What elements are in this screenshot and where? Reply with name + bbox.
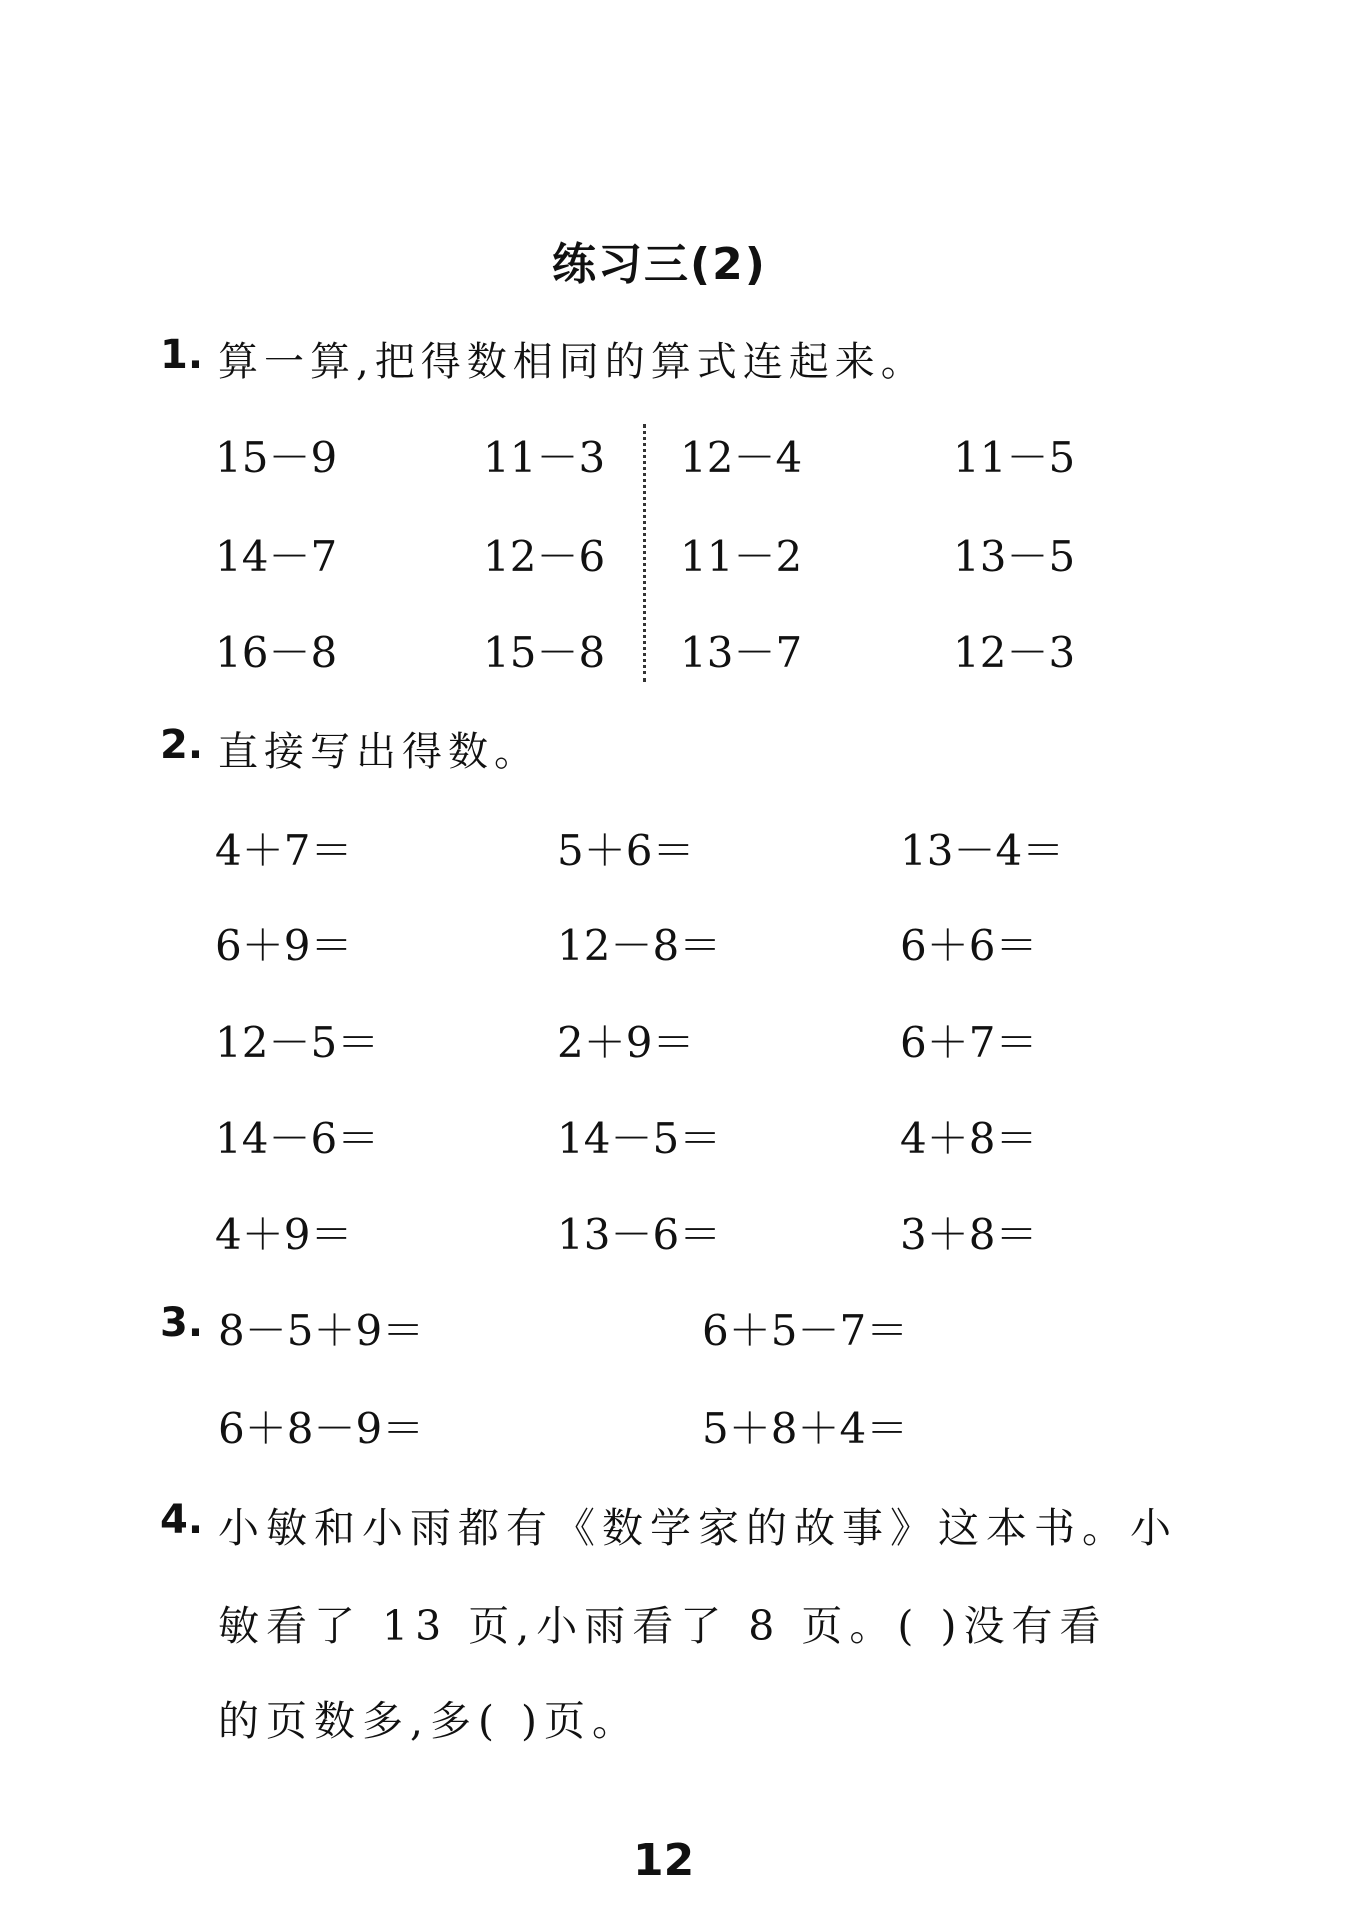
q1-expression: 12－6 <box>483 532 606 581</box>
q1-expression: 11－5 <box>953 433 1076 482</box>
page-number: 12 <box>633 1835 695 1886</box>
q1-expression: 13－7 <box>680 628 803 677</box>
q2-expression: 5＋6＝ <box>557 826 695 875</box>
question-1-text: 算一算,把得数相同的算式连起来。 <box>218 339 927 385</box>
question-4-line-2: 敏看了 13 页,小雨看了 8 页。( )没有看 <box>218 1602 1108 1650</box>
q1-expression: 12－3 <box>953 628 1076 677</box>
q3-expression: 8－5＋9＝ <box>218 1306 425 1355</box>
q1-expression: 15－9 <box>215 433 338 482</box>
question-4-line-3: 的页数多,多( )页。 <box>218 1697 641 1745</box>
question-4-number: 4. <box>160 1497 204 1543</box>
q1-expression: 11－3 <box>483 433 606 482</box>
q2-expression: 12－5＝ <box>215 1018 380 1067</box>
q3-expression: 6＋8－9＝ <box>218 1404 425 1453</box>
q2-expression: 4＋9＝ <box>215 1210 353 1259</box>
question-1-number: 1. <box>160 332 204 378</box>
q3-expression: 6＋5－7＝ <box>702 1306 909 1355</box>
q2-expression: 12－8＝ <box>557 921 722 970</box>
question-4-line-1: 小敏和小雨都有《数学家的故事》这本书。小 <box>218 1504 1178 1552</box>
page-title: 练习三(2) <box>552 239 767 290</box>
q2-expression: 2＋9＝ <box>557 1018 695 1067</box>
q2-expression: 14－5＝ <box>557 1114 722 1163</box>
q2-expression: 14－6＝ <box>215 1114 380 1163</box>
q2-expression: 4＋7＝ <box>215 826 353 875</box>
question-2-number: 2. <box>160 722 204 768</box>
q2-expression: 6＋7＝ <box>900 1018 1038 1067</box>
q2-expression: 6＋6＝ <box>900 921 1038 970</box>
q2-expression: 3＋8＝ <box>900 1210 1038 1259</box>
q2-expression: 6＋9＝ <box>215 921 353 970</box>
q1-expression: 14－7 <box>215 532 338 581</box>
q2-expression: 13－4＝ <box>900 826 1065 875</box>
q1-expression: 11－2 <box>680 532 803 581</box>
q2-expression: 13－6＝ <box>557 1210 722 1259</box>
q1-expression: 16－8 <box>215 628 338 677</box>
q3-expression: 5＋8＋4＝ <box>702 1404 909 1453</box>
question-2-text: 直接写出得数。 <box>218 729 540 775</box>
dotted-divider <box>643 424 646 682</box>
q2-expression: 4＋8＝ <box>900 1114 1038 1163</box>
q1-expression: 12－4 <box>680 433 803 482</box>
question-3-number: 3. <box>160 1300 204 1346</box>
q1-expression: 15－8 <box>483 628 606 677</box>
q1-expression: 13－5 <box>953 532 1076 581</box>
